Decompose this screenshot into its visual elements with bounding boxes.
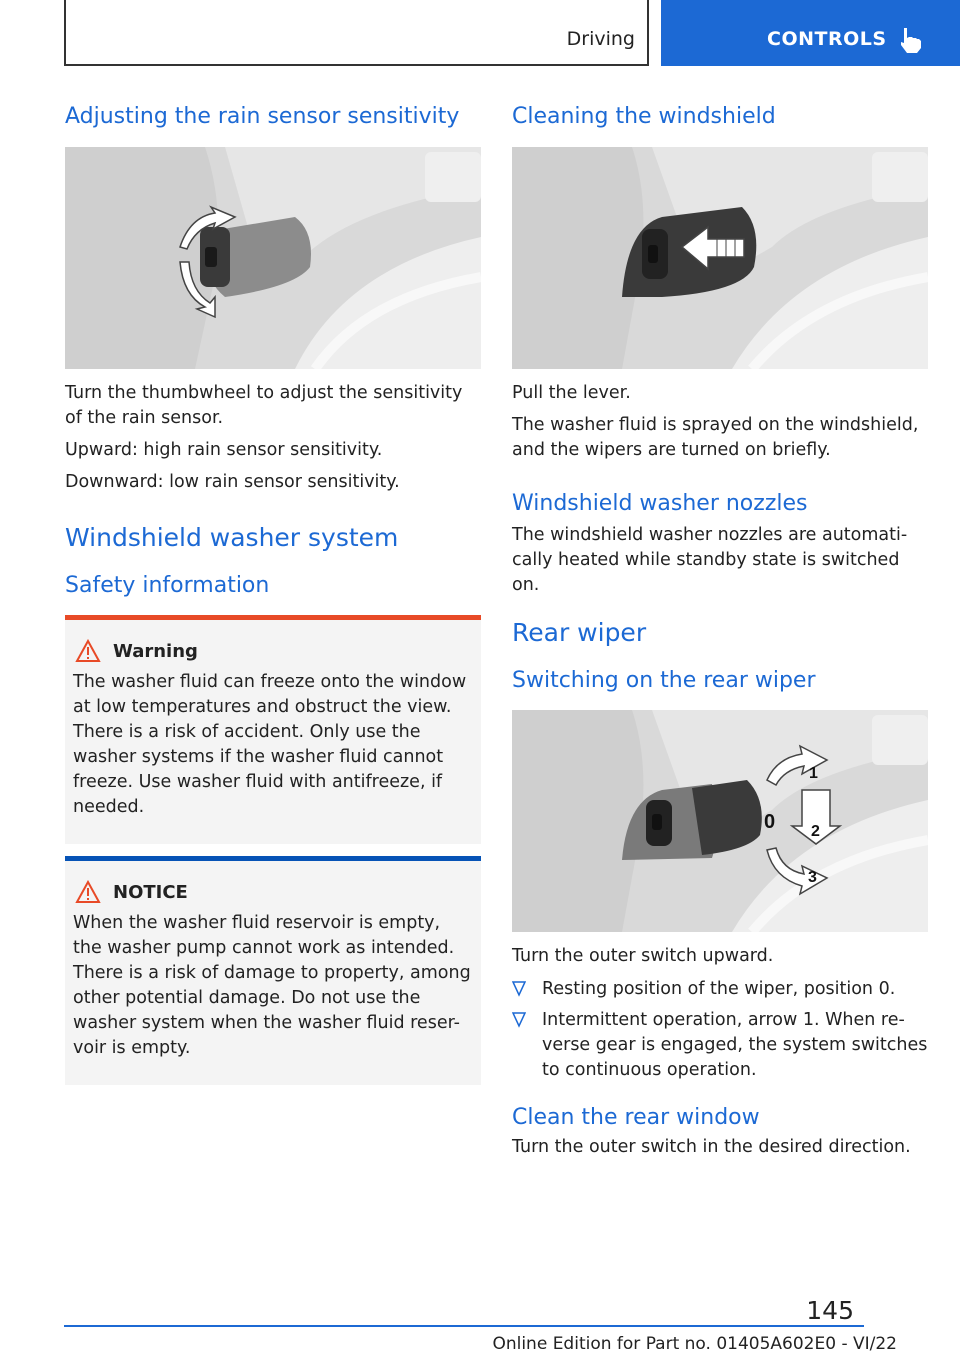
rain-sensor-figure [65, 147, 481, 369]
outer-switch-illustration [512, 710, 928, 932]
warning-triangle-icon [75, 639, 101, 663]
notice-triangle-icon [75, 880, 101, 904]
section-title: CONTROLS [767, 28, 887, 50]
list-item-text: Resting position of the wiper, position 0. [542, 979, 896, 999]
rain-sensor-instruction: Turn the thumbwheel to adjust the sensitivity of the rain sensor. [65, 383, 463, 428]
footer-edition: Online Edition for Part no. 01405A602E0 - VI/22 [492, 1334, 897, 1354]
triangle-bullet-icon [512, 1012, 526, 1028]
outer-switch-text: Turn the outer switch upward. [512, 946, 774, 966]
rain-sensor-heading: Adjusting the rain sensor sensitivity [65, 104, 460, 129]
rear-window-text: Turn the outer switch in the desired direction. [512, 1137, 911, 1157]
triangle-bullet-icon [512, 981, 526, 997]
position-1-label: 1 [809, 765, 818, 782]
right-column [512, 100, 928, 1160]
lever-pull-illustration [512, 147, 928, 369]
warning-title-row [73, 638, 471, 664]
thumbwheel-illustration [65, 147, 481, 369]
pointing-hand-icon [895, 26, 923, 54]
rear-wiper-list [512, 977, 928, 1083]
cleaning-windshield-figure [512, 147, 928, 369]
position-2-label: 2 [811, 823, 820, 840]
washer-nozzles-text: The windshield washer nozzles are automati-cally heated while standby state is switched on. [512, 525, 908, 595]
section-tab[interactable] [661, 0, 960, 66]
washer-fluid-text: The washer fluid is sprayed on the windshield, and the wipers are turned on briefly. [512, 415, 919, 460]
chapter-title: Driving [566, 28, 635, 50]
safety-info-heading: Safety information [65, 573, 270, 598]
notice-text: When the washer fluid reservoir is empty, the washer pump cannot work as intended. There is a risk of damage to property, among other potential damage. Do not use the washer system when the washer fluid reser-voir is empty. [73, 913, 471, 1058]
notice-title: NOTICE [113, 881, 188, 903]
rain-sensor-downward: Downward: low rain sensor sensitivity. [65, 472, 400, 492]
rain-sensor-upward: Upward: high rain sensor sensitivity. [65, 440, 383, 460]
position-0-label: 0 [764, 811, 776, 833]
page-number: 145 [806, 1296, 854, 1325]
warning-text: The washer fluid can freeze onto the window at low temperatures and obstruct the view. There is a risk of accident. Only use the washer systems if the washer fluid cannot freeze. Use washer fluid with antifreeze, if needed. [73, 672, 467, 817]
washer-system-heading: Windshield washer system [65, 523, 399, 552]
list-item-text: Intermittent operation, arrow 1. When re-verse gear is engaged, the system switches to continuous operation. [542, 1010, 928, 1080]
header-chapter-box [64, 0, 649, 66]
pull-lever-text: Pull the lever. [512, 383, 631, 403]
notice-title-row [73, 879, 471, 905]
rear-wiper-figure [512, 710, 928, 932]
warning-box [65, 615, 481, 844]
list-item [512, 977, 928, 1002]
notice-box [65, 856, 481, 1085]
washer-nozzles-heading: Windshield washer nozzles [512, 491, 808, 516]
list-item [512, 1008, 928, 1083]
position-3-label: 3 [808, 869, 817, 886]
rear-window-heading: Clean the rear window [512, 1105, 760, 1130]
left-column [65, 100, 481, 1085]
rear-wiper-heading: Rear wiper [512, 618, 647, 647]
warning-title: Warning [113, 640, 198, 662]
footer-divider [64, 1325, 864, 1327]
switching-rear-wiper-heading: Switching on the rear wiper [512, 668, 816, 693]
cleaning-windshield-heading: Cleaning the windshield [512, 104, 776, 129]
